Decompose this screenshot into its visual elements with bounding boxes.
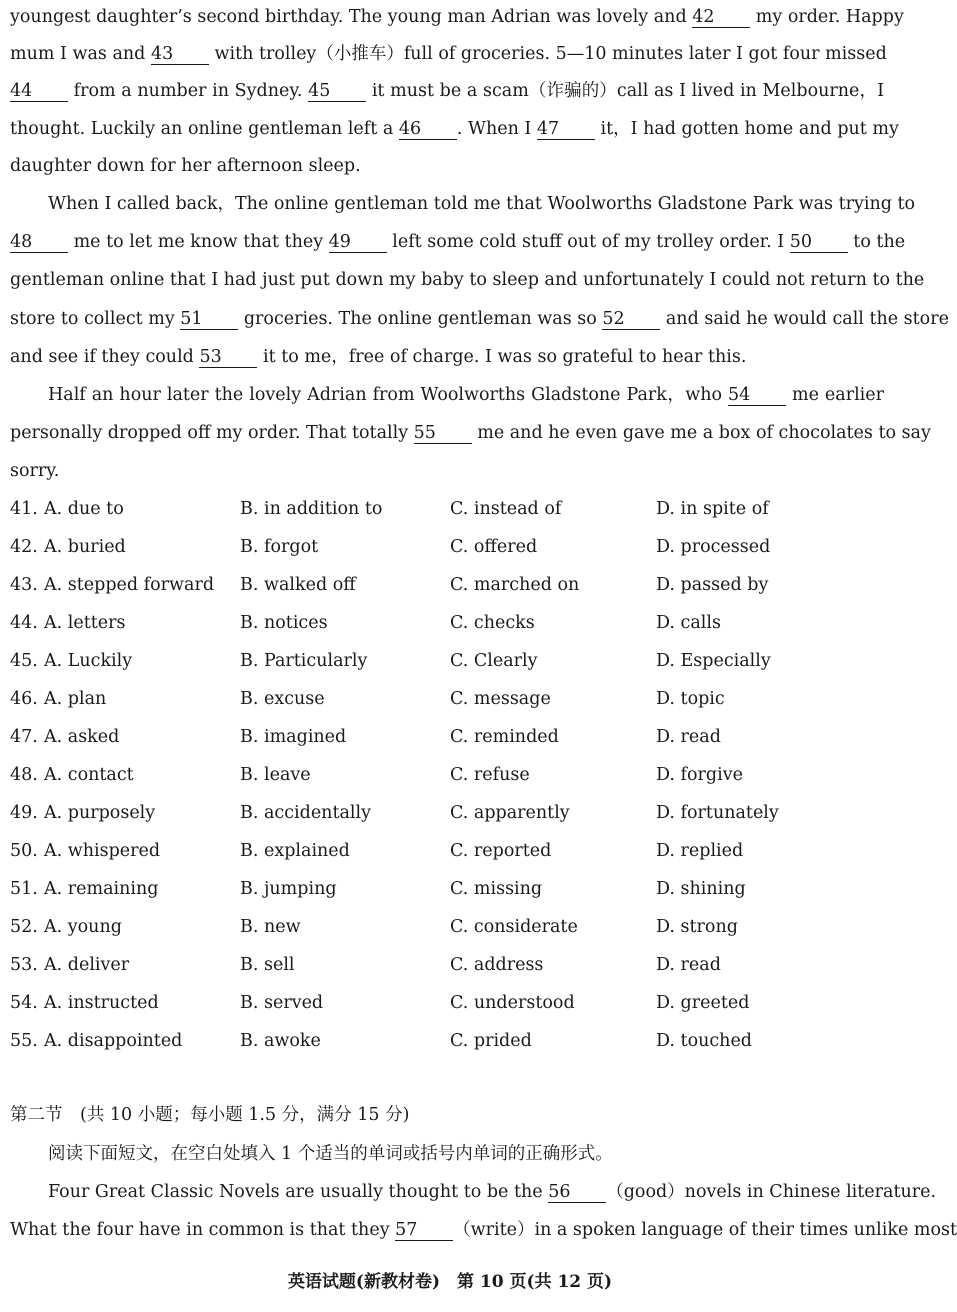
option-b: B. sell (240, 955, 295, 975)
option-d: D. replied (656, 841, 744, 861)
answer-blank: 54 (728, 385, 786, 406)
option-d: D. passed by (656, 575, 769, 595)
answer-blank: 57 (395, 1220, 453, 1241)
answer-blank: 44 (10, 81, 68, 102)
passage-text: my order. Happy (750, 7, 904, 27)
answer-blank: 49 (329, 232, 387, 253)
option-a: A. remaining (44, 879, 159, 899)
question-51 (10, 875, 890, 903)
option-b: B. leave (240, 765, 311, 785)
question-52 (10, 913, 890, 941)
option-d: D. touched (656, 1031, 753, 1051)
option-c: C. Clearly (450, 651, 538, 671)
question-number: 41. (10, 499, 38, 519)
option-d: D. topic (656, 689, 725, 709)
option-d: D. greeted (656, 993, 750, 1013)
option-d: D. calls (656, 613, 721, 633)
passage-line (10, 1218, 957, 1242)
question-45 (10, 647, 890, 675)
passage-line (10, 230, 906, 254)
passage-text: it to me，free of charge. I was so grateful to hear this. (257, 347, 747, 367)
option-b: B. served (240, 993, 324, 1013)
passage-line (10, 79, 884, 103)
passage-text: What the four have in common is that they (10, 1220, 396, 1240)
option-c: C. reported (450, 841, 552, 861)
question-number: 52. (10, 917, 38, 937)
option-d: D. shining (656, 879, 746, 899)
passage-text: sorry. (10, 461, 60, 481)
passage-text: . When I (456, 119, 537, 139)
answer-blank: 50 (790, 232, 848, 253)
passage-text: （good）novels in Chinese literature. (606, 1182, 937, 1202)
passage-text: left some cold stuff out of my trolley order. I (386, 232, 790, 252)
option-a: A. due to (44, 499, 124, 519)
option-a: A. purposely (44, 803, 156, 823)
question-43 (10, 571, 890, 599)
option-a: A. young (44, 917, 122, 937)
option-b: B. imagined (240, 727, 347, 747)
option-a: A. whispered (44, 841, 161, 861)
option-c: C. prided (450, 1031, 532, 1051)
passage-line (48, 1180, 937, 1204)
option-a: A. buried (44, 537, 126, 557)
option-b: B. in addition to (240, 499, 383, 519)
question-number: 44. (10, 613, 38, 633)
passage-text: gentleman online that I had just put down my baby to sleep and unfortunately I could not return to the (10, 270, 925, 290)
passage-line (10, 459, 884, 483)
question-41 (10, 495, 890, 523)
option-c: C. checks (450, 613, 535, 633)
question-55 (10, 1027, 890, 1055)
passage-line (48, 383, 884, 407)
passage-text: me earlier (786, 385, 884, 405)
option-d: D. Especially (656, 651, 771, 671)
option-b: B. new (240, 917, 301, 937)
passage-text: to the (847, 232, 906, 252)
option-b: B. walked off (240, 575, 356, 595)
option-a: A. instructed (44, 993, 159, 1013)
passage-text: and see if they could (10, 347, 200, 367)
question-number: 50. (10, 841, 38, 861)
answer-blank: 48 (10, 232, 68, 253)
passage-text: youngest daughter’s second birthday. The young man Adrian was lovely and (10, 7, 693, 27)
option-d: D. read (656, 727, 721, 747)
option-c: C. marched on (450, 575, 580, 595)
question-48 (10, 761, 890, 789)
option-b: B. excuse (240, 689, 325, 709)
passage-line (10, 154, 884, 178)
question-number: 47. (10, 727, 38, 747)
question-number: 49. (10, 803, 38, 823)
option-c: C. message (450, 689, 551, 709)
option-a: A. contact (44, 765, 134, 785)
question-number: 45. (10, 651, 38, 671)
question-number: 53. (10, 955, 38, 975)
passage-text: daughter down for her afternoon sleep. (10, 156, 361, 176)
option-b: B. Particularly (240, 651, 368, 671)
option-d: D. processed (656, 537, 771, 557)
section-instruction: 阅读下面短文，在空白处填入 1 个适当的单词或括号内单词的正确形式。 (48, 1144, 613, 1164)
passage-line (10, 268, 925, 292)
passage-text: Half an hour later the lovely Adrian from Woolworths Gladstone Park，who (48, 385, 729, 405)
option-c: C. refuse (450, 765, 530, 785)
question-54 (10, 989, 890, 1017)
option-b: B. accidentally (240, 803, 371, 823)
passage-line (10, 421, 931, 445)
option-c: C. missing (450, 879, 543, 899)
passage-line (10, 345, 884, 369)
question-50 (10, 837, 890, 865)
question-number: 43. (10, 575, 38, 595)
passage-text: store to collect my (10, 309, 181, 329)
option-a: A. disappointed (44, 1031, 183, 1051)
option-b: B. jumping (240, 879, 337, 899)
option-c: C. understood (450, 993, 575, 1013)
answer-blank: 55 (414, 423, 472, 444)
option-d: D. forgive (656, 765, 743, 785)
passage-text: from a number in Sydney. (68, 81, 309, 101)
option-c: C. instead of (450, 499, 562, 519)
answer-blank: 45 (308, 81, 366, 102)
passage-line (48, 192, 916, 216)
passage-text: and said he would call the store (660, 309, 949, 329)
passage-line (10, 42, 887, 66)
question-53 (10, 951, 890, 979)
passage-text: it，I had gotten home and put my (594, 119, 899, 139)
question-44 (10, 609, 890, 637)
option-c: C. apparently (450, 803, 570, 823)
answer-blank: 56 (548, 1182, 606, 1203)
section-heading: 第二节 (共 10 小题；每小题 1.5 分，满分 15 分) (10, 1105, 410, 1125)
passage-text: me and he even gave me a box of chocolates to say (471, 423, 931, 443)
passage-line (10, 5, 904, 29)
option-a: A. plan (44, 689, 107, 709)
option-c: C. considerate (450, 917, 578, 937)
answer-blank: 51 (180, 309, 238, 330)
passage-text: Four Great Classic Novels are usually thought to be the (48, 1182, 549, 1202)
option-a: A. stepped forward (44, 575, 215, 595)
option-d: D. fortunately (656, 803, 779, 823)
option-d: D. strong (656, 917, 738, 937)
passage-text: it must be a scam（诈骗的）call as I lived in Melbourne，I (366, 81, 884, 101)
option-c: C. address (450, 955, 544, 975)
passage-line (10, 117, 899, 141)
passage-text: mum I was and (10, 44, 151, 64)
option-b: B. awoke (240, 1031, 321, 1051)
question-42 (10, 533, 890, 561)
option-d: D. in spite of (656, 499, 769, 519)
page-footer: 英语试题(新教材卷) 第 10 页(共 12 页) (287, 1272, 613, 1292)
passage-text: （write）in a spoken language of their times unlike most (453, 1220, 957, 1240)
option-a: A. deliver (44, 955, 130, 975)
passage-text: When I called back，The online gentleman told me that Woolworths Gladstone Park was trying to (48, 194, 916, 214)
answer-blank: 42 (692, 7, 750, 28)
option-a: A. Luckily (44, 651, 133, 671)
answer-blank: 43 (151, 44, 209, 65)
question-number: 42. (10, 537, 38, 557)
question-47 (10, 723, 890, 751)
option-a: A. asked (44, 727, 120, 747)
passage-line (10, 307, 949, 331)
answer-blank: 52 (602, 309, 660, 330)
question-46 (10, 685, 890, 713)
option-c: C. reminded (450, 727, 559, 747)
passage-text: groceries. The online gentleman was so (238, 309, 603, 329)
answer-blank: 46 (399, 119, 457, 140)
option-b: B. notices (240, 613, 328, 633)
question-number: 54. (10, 993, 38, 1013)
option-a: A. letters (44, 613, 126, 633)
passage-text: with trolley（小推车）full of groceries. 5—10 minutes later I got four missed (208, 44, 887, 64)
answer-blank: 53 (199, 347, 257, 368)
option-c: C. offered (450, 537, 538, 557)
passage-text: thought. Luckily an online gentleman left a (10, 119, 399, 139)
question-number: 48. (10, 765, 38, 785)
option-b: B. explained (240, 841, 350, 861)
option-d: D. read (656, 955, 721, 975)
option-b: B. forgot (240, 537, 319, 557)
question-number: 46. (10, 689, 38, 709)
passage-text: me to let me know that they (68, 232, 329, 252)
answer-blank: 47 (537, 119, 595, 140)
question-49 (10, 799, 890, 827)
passage-text: personally dropped off my order. That totally (10, 423, 414, 443)
question-number: 51. (10, 879, 38, 899)
question-number: 55. (10, 1031, 38, 1051)
